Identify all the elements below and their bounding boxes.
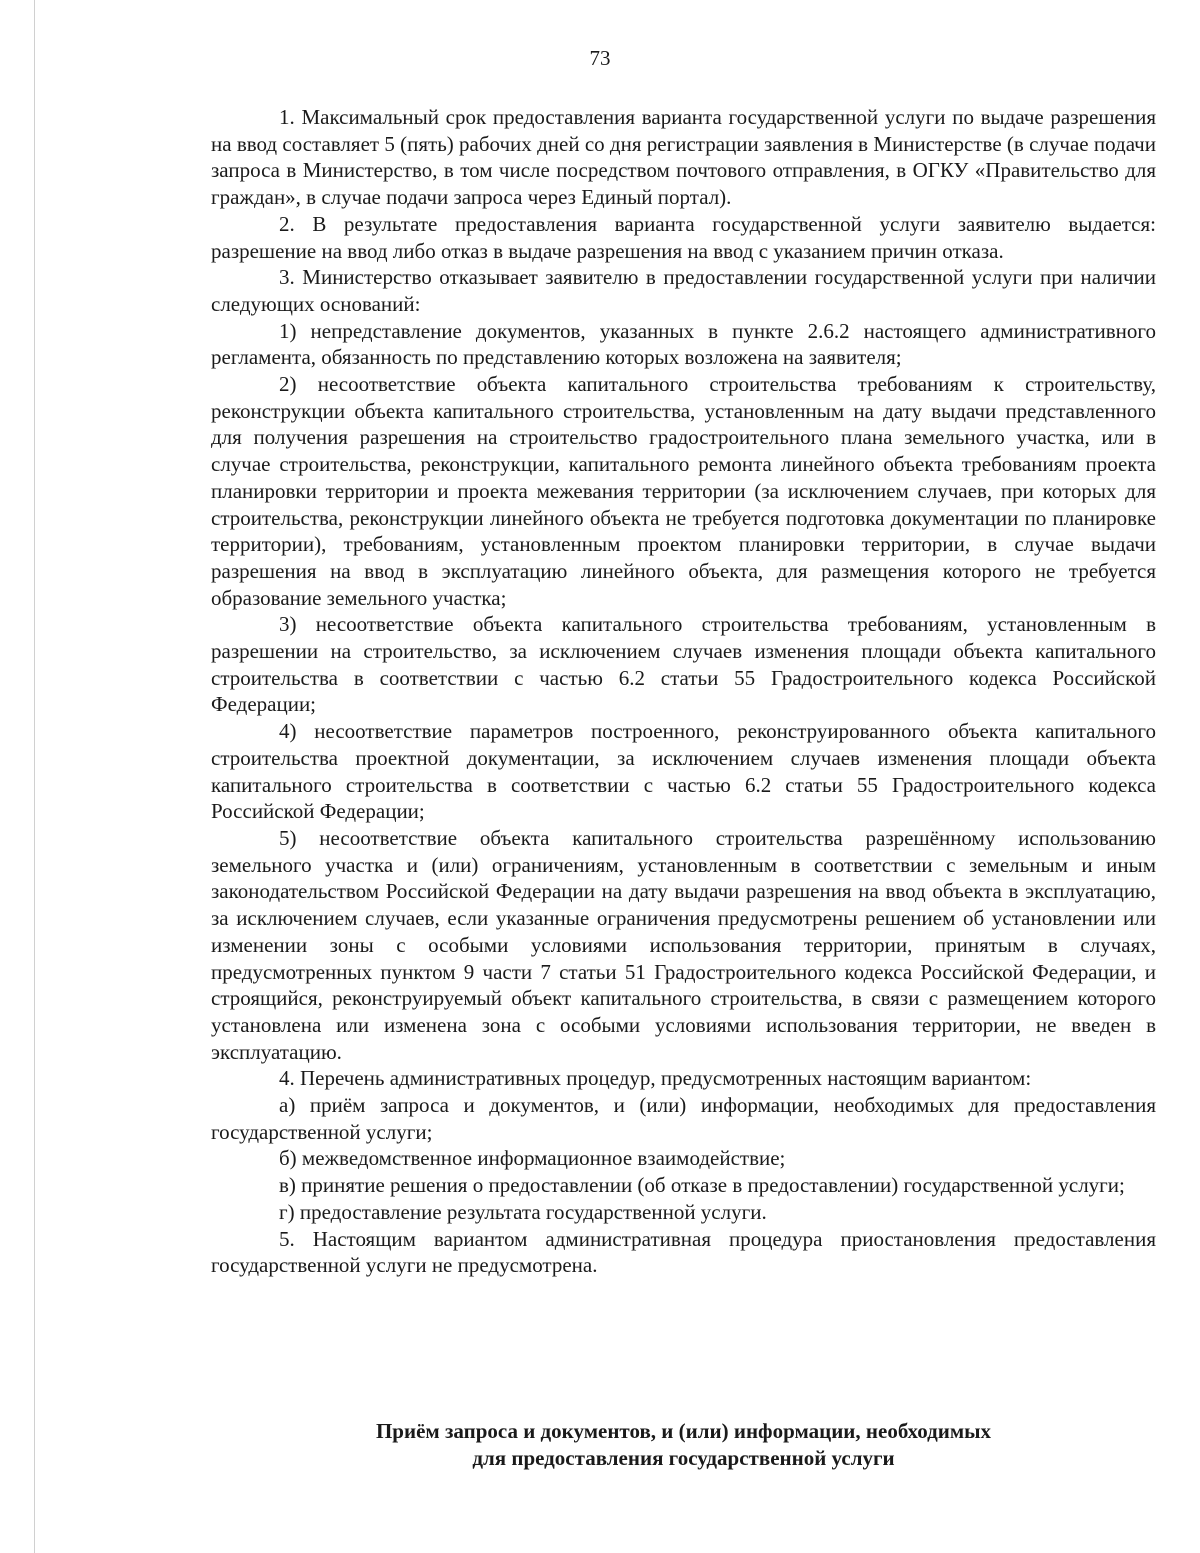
paragraph-4-item-a: а) приём запроса и документов, и (или) информации, необходимых для предоставления государственной услуги; <box>211 1093 1156 1144</box>
paragraph-1: 1. Максимальный срок предоставления варианта государственной услуги по выдаче разрешения на ввод составляет 5 (пять) рабочих дней со дня регистрации заявления в Министерстве (в случае подачи запроса в Министерство, в том числе посредством почтового отправления, в ОГКУ «Правительство для граждан», в случае подачи запроса через Единый портал). <box>211 105 1156 210</box>
document-body <box>211 104 1156 1279</box>
paragraph-4-item-b: б) межведомственное информационное взаимодействие; <box>279 1146 786 1171</box>
paragraph-3-item-3: 3) несоответствие объекта капитального строительства требованиям, установленным в разрешении на строительство, за исключением случаев изменения площади объекта капитального строительства в соответствии с частью 6.2 статьи 55 Градостроительного кодекса Российской Федерации; <box>211 612 1156 717</box>
paragraph-4: 4. Перечень административных процедур, предусмотренных настоящим вариантом: <box>279 1066 1032 1091</box>
page-number: 73 <box>589 46 611 70</box>
paragraph-3-item-1: 1) непредставление документов, указанных в пункте 2.6.2 настоящего административного регламента, обязанность по представлению которых возложена на заявителя; <box>211 318 1156 370</box>
paragraph-3-item-5: 5) несоответствие объекта капитального строительства разрешённому использованию земельного участка и (или) ограничениям, установленным в соответствии с земельным и иным законодательством Российской Федерации на дату выдачи разрешения на ввод объекта в эксплуатацию, за исключением случаев, если указанные ограничения предусмотрены решением об установлении или изменении зоны с особыми условиями использования территории, принятым в случаях, предусмотренных пунктом 9 части 7 статьи 51 Градостроительного кодекса Российской Федерации, и строящийся, реконструируемый объект капитального строительства, в связи с размещением которого установлена или изменена зона с особыми условиями использования территории, не введен в эксплуатацию. <box>211 825 1156 1064</box>
paragraph-4-item-v: в) принятие решения о предоставлении (об отказе в предоставлении) государственной услуги; <box>279 1173 1125 1198</box>
paragraph-3: 3. Министерство отказывает заявителю в предоставлении государственной услуги при наличии следующих оснований: <box>211 265 1156 316</box>
section-heading-line-1: Приём запроса и документов, и (или) информации, необходимых <box>375 1419 992 1443</box>
paragraph-3-item-4: 4) несоответствие параметров построенного, реконструированного объекта капитального строительства проектной документации, за исключением случаев изменения площади объекта капитального строительства в соответствии с частью 6.2 статьи 55 Градостроительного кодекса Российской Федерации; <box>211 719 1156 824</box>
paragraph-4-item-g: г) предоставление результата государственной услуги. <box>279 1199 767 1224</box>
section-heading-line-2: для предоставления государственной услуги <box>472 1446 895 1470</box>
paragraph-5: 5. Настоящим вариантом административная процедура приостановления предоставления государственной услуги не предусмотрена. <box>211 1226 1156 1278</box>
paragraph-2: 2. В результате предоставления варианта государственной услуги заявителю выдается: разрешение на ввод либо отказ в выдаче разрешения на ввод с указанием причин отказа. <box>211 211 1156 263</box>
page-edge-line <box>34 0 35 1553</box>
section-heading <box>211 1418 1156 1472</box>
paragraph-3-item-2: 2) несоответствие объекта капитального строительства требованиям к строительству, реконструкции объекта капитального строительства, установленным на дату выдачи представленного для получения разрешения на строительство градостроительного плана земельного участка, или в случае строительства, реконструкции, капитального ремонта линейного объекта требованиям проекта планировки территории и проекта межевания территории (за исключением случаев, при которых для строительства, реконструкции линейного объекта не требуется подготовка документации по планировке территории), требованиям, установленным проектом планировки территории, в случае выдачи разрешения на ввод в эксплуатацию линейного объекта, для размещения которого не требуется образование земельного участка; <box>211 372 1156 610</box>
